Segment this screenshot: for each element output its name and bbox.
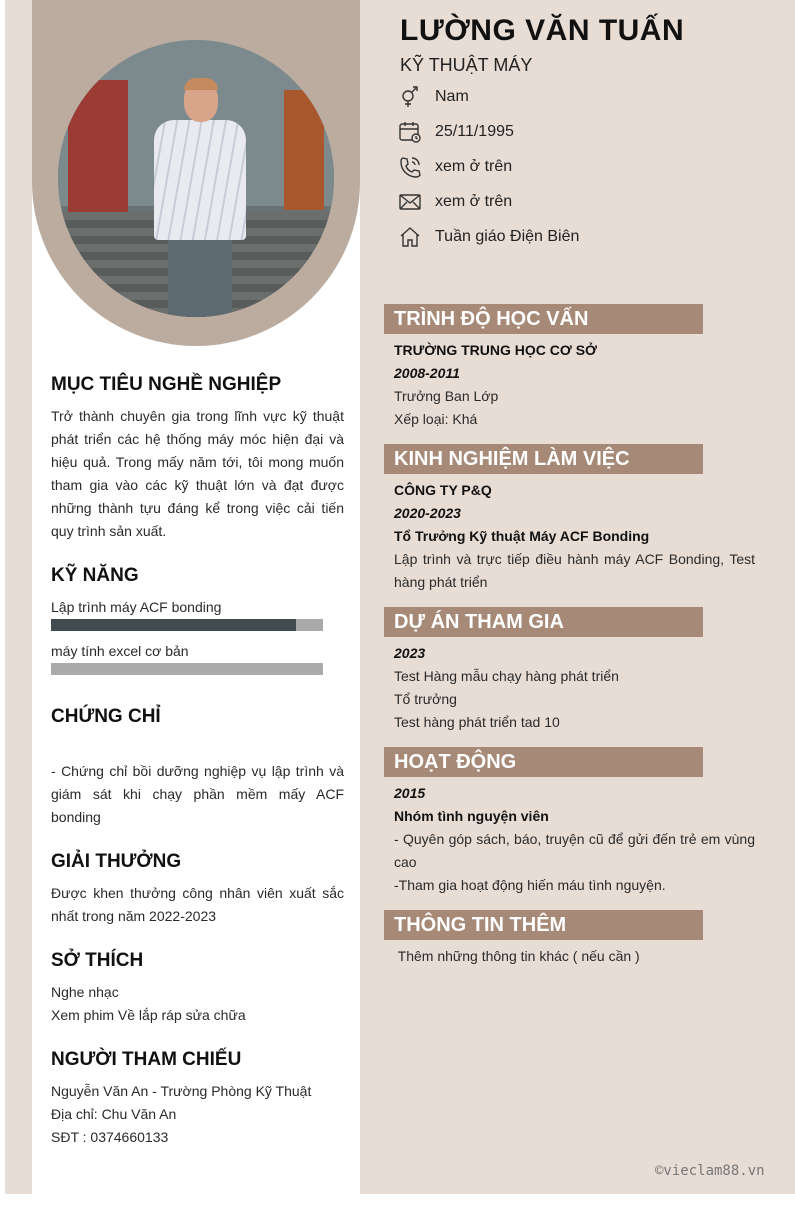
- skill-fill: [51, 619, 296, 631]
- project-line: Test Hàng mẫu chạy hàng phát triển: [394, 668, 619, 684]
- reference-line: Địa chỉ: Chu Văn An: [51, 1106, 177, 1122]
- project-line: Test hàng phát triển tad 10: [394, 714, 560, 730]
- objective-text: Trở thành chuyên gia trong lĩnh vực kỹ thuật phát triển các hệ thống máy móc hiện đại và hiệu quả. Trong mấy năm tới, tôi mong muốn tham gia vào các kỹ thuật lớn và đạt được những thành tựu đáng kể trong việc cải tiến quy trình sản xuất.: [51, 408, 344, 539]
- hobby-item: Nghe nhạc: [51, 984, 119, 1000]
- info-email: [398, 189, 512, 215]
- certificates-title: CHỨNG CHỈ: [51, 706, 161, 727]
- extra-text: Thêm những thông tin khác ( nếu cần ): [394, 948, 640, 964]
- project-year: 2023: [394, 645, 426, 661]
- education-school: TRƯỜNG TRUNG HỌC CƠ SỞ: [394, 342, 597, 358]
- email-value: xem ở trên: [435, 193, 513, 210]
- info-gender: [398, 84, 469, 110]
- extra-title: THÔNG TIN THÊM: [384, 910, 703, 940]
- reference-line: Nguyễn Văn An - Trường Phòng Kỹ Thuật: [51, 1083, 312, 1099]
- mail-icon: [398, 190, 422, 214]
- watermark: ©vieclam88.vn: [655, 1163, 765, 1179]
- skill-bar: [51, 619, 323, 631]
- gender-icon: [398, 85, 422, 109]
- awards-title: GIẢI THƯỞNG: [51, 851, 182, 872]
- activity-group: Nhóm tình nguyện viên: [394, 808, 549, 824]
- home-icon: [398, 225, 422, 249]
- education-line: Xếp loại: Khá: [394, 411, 478, 427]
- activity-line: - Quyên góp sách, báo, truyện cũ để gửi đến trẻ em vùng cao: [394, 831, 755, 870]
- phone-icon: [398, 155, 422, 179]
- address-value: Tuần giáo Điện Biên: [435, 228, 580, 245]
- activity-year: 2015: [394, 785, 426, 801]
- education-title: TRÌNH ĐỘ HỌC VẤN: [384, 304, 703, 334]
- education-period: 2008-2011: [394, 365, 460, 381]
- info-birthday: [398, 119, 514, 145]
- project-line: Tổ trưởng: [394, 691, 457, 707]
- awards-text: Được khen thưởng công nhân viên xuất sắc nhất trong năm 2022-2023: [51, 885, 344, 924]
- certificates-text: - Chứng chỉ bồi dưỡng nghiệp vụ lập trình và giám sát khi chạy phần mềm mấy ACF bonding: [51, 763, 344, 825]
- skill-label: Lập trình máy ACF bonding: [51, 599, 222, 615]
- skills-title: KỸ NĂNG: [51, 565, 139, 586]
- birthday-value: 25/11/1995: [435, 123, 514, 140]
- hobby-item: Xem phim Về lắp ráp sửa chữa: [51, 1007, 246, 1023]
- experience-description: Lập trình và trực tiếp điều hành máy ACF Bonding, Test hàng phát triển: [394, 551, 755, 590]
- calendar-icon: [398, 120, 422, 144]
- experience-title: KINH NGHIỆM LÀM VIỆC: [384, 444, 703, 474]
- education-line: Trưởng Ban Lớp: [394, 388, 499, 404]
- activity-line: -Tham gia hoạt động hiến máu tình nguyện.: [394, 877, 666, 893]
- references-title: NGƯỜI THAM CHIẾU: [51, 1049, 242, 1070]
- experience-period: 2020-2023: [394, 505, 461, 521]
- profile-photo: [58, 40, 334, 317]
- skill-label: máy tính excel cơ bản: [51, 643, 189, 659]
- experience-position: Tổ Trưởng Kỹ thuật Máy ACF Bonding: [394, 528, 650, 544]
- hobbies-title: SỞ THÍCH: [51, 950, 144, 971]
- phone-value: xem ở trên: [435, 158, 513, 175]
- reference-line: SĐT : 0374660133: [51, 1129, 169, 1145]
- candidate-name: LƯỜNG VĂN TUẤN: [400, 14, 685, 47]
- photo-frame: [32, 0, 360, 346]
- projects-title: DỰ ÁN THAM GIA: [384, 607, 703, 637]
- objective-title: MỤC TIÊU NGHỀ NGHIỆP: [51, 374, 282, 395]
- info-phone: [398, 154, 512, 180]
- activities-title: HOẠT ĐỘNG: [384, 747, 703, 777]
- info-address: [398, 224, 579, 250]
- experience-company: CÔNG TY P&Q: [394, 482, 492, 498]
- job-title: KỸ THUẬT MÁY: [400, 55, 533, 75]
- skill-bar: [51, 663, 323, 675]
- gender-value: Nam: [435, 88, 469, 105]
